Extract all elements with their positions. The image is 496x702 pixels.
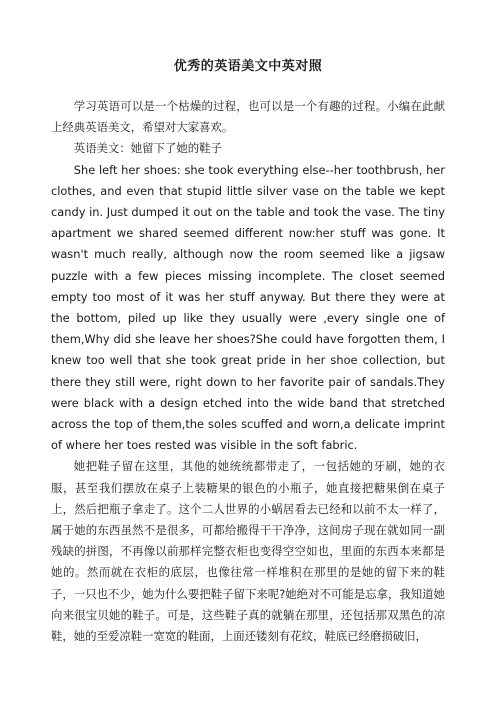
section-subtitle: 英语美文：她留下了她的鞋子 (73, 141, 222, 156)
intro-paragraph: 学习英语可以是一个枯燥的过程，也可以是一个有趣的过程。小编在此献上经典英语美文，希望对大家喜欢。 (51, 99, 445, 135)
document-title: 优秀的英语美文中英对照 (173, 59, 323, 74)
english-paragraph: She left her shoes: she took everything else--her toothbrush, her clothes, and even that stupid little silver vase on the table we kept candy in. Just dumped it out on the table and took the vase. The tiny apartment we shared seemed different now:her stuff was gone. It wasn't much really, although now the room seemed like a jigsaw puzzle with a few pieces missing incomplete. The closet seemed empty too most of it was her stuff anyway. But there they were at the bottom, piled up like they usually were ,every single one of them,Why did she leave her shoes?She could have forgotten them, I knew too well that she took great pride in her shoe collection, but there they still were, right down to her favorite pair of sandals.They were black with a design etched into the wide band that stretched across the top of them,the soles scuffed and worn,a delicate imprint of where her toes rested was visible in the soft fabric. (51, 162, 445, 453)
chinese-paragraph: 她把鞋子留在这里，其他的她统统都带走了，一包括她的牙刷，她的衣服，甚至我们摆放在桌子上装糖果的银色的小瓶子，她直接把糖果倒在桌子上，然后把瓶子拿走了。这个二人世界的小蜗居看去已经和以前不太一样了，属于她的东西虽然不是很多，可都给搬得干干净净，这间房子现在就如同一副残缺的拼图，不再像以前那样完整衣柜也变得空空如也，里面的东西本来都是她的。然而就在衣柜的底层，也像往常一样堆积在那里的是她的留下来的鞋子，一只也不少，她为什么要把鞋子留下来呢?她绝对不可能是忘拿，我知道她向来很宝贝她的鞋子。可是，这些鞋子真的就躺在那里，还包括那双黑色的凉鞋，她的至爱凉鞋一宽宽的鞋面，上面还镂刻有花纹，鞋底已经磨损破旧， (51, 459, 445, 644)
